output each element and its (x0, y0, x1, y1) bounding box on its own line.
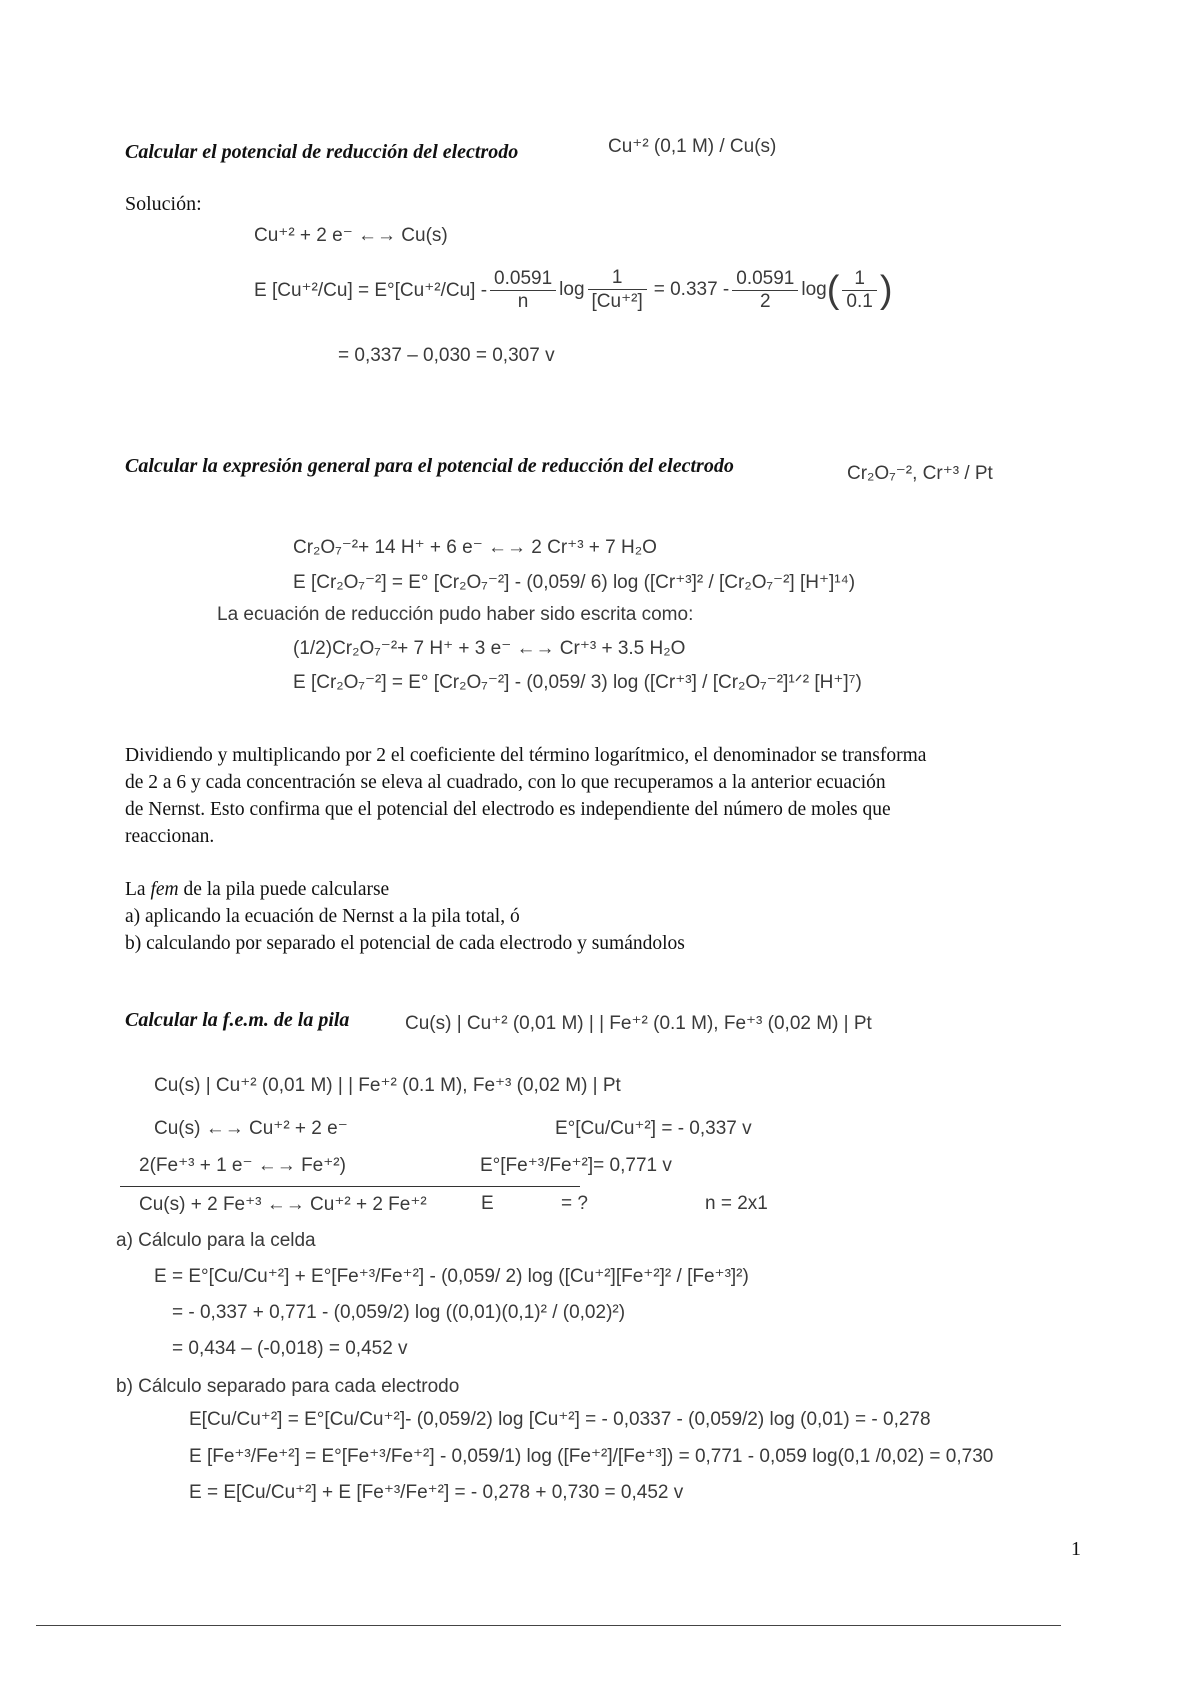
equation-line: E [Fe⁺³/Fe⁺²] = E°[Fe⁺³/Fe⁺²] - 0,059/1) log ([Fe⁺²]/[Fe⁺³]) = 0,771 - 0,059 log(0,1 /0,02) = 0,730 (189, 1446, 994, 1467)
section-heading: Calcular la f.e.m. de la pila (125, 1009, 350, 1031)
equation-line: E [Cr₂O₇⁻²] = E° [Cr₂O₇⁻²] - (0,059/ 6) log ([Cr⁺³]² / [Cr₂O₇⁻²] [H⁺]¹⁴) (293, 572, 856, 593)
equation-line: Cr₂O₇⁻²+ 14 H⁺ + 6 e⁻ ←→ 2 Cr⁺³ + 7 H₂O (293, 537, 657, 558)
equation-line: E = E°[Cu/Cu⁺²] + E°[Fe⁺³/Fe⁺²] - (0,059/ 2) log ([Cu⁺²][Fe⁺²]² / [Fe⁺³]²) (154, 1266, 749, 1287)
section-heading: Calcular la expresión general para el potencial de reducción del electrodo (125, 455, 734, 477)
nernst-lhs: E [Cu⁺²/Cu] = E°[Cu⁺²/Cu] - (254, 279, 488, 301)
left-paren: ( (826, 269, 840, 311)
page-number: 1 (1071, 1538, 1081, 1560)
reaction-left: Cu(s) ←→ Cu⁺² + 2 e⁻ (154, 1118, 348, 1139)
method-label: a) Cálculo para la celda (116, 1230, 316, 1251)
paragraph-line: reaccionan. (125, 826, 215, 847)
overall-potential-symbol: E (481, 1193, 494, 1214)
method-label: b) Cálculo separado para cada electrodo (116, 1376, 460, 1397)
equation-line: E [Cr₂O₇⁻²] = E° [Cr₂O₇⁻²] - (0,059/ 3) log ([Cr⁺³] / [Cr₂O₇⁻²]¹ᐟ² [H⁺]⁷) (293, 672, 862, 693)
paragraph-line: a) aplicando la ecuación de Nernst a la pila total, ó (125, 906, 520, 927)
electrons-transferred: n = 2x1 (705, 1193, 768, 1214)
half-reaction: Cu⁺² + 2 e⁻ ←→ Cu(s) (254, 225, 448, 246)
fraction: $\frac{1}{\text{[Cu⁺²]}}$ (588, 267, 647, 313)
equation-line: E = E[Cu/Cu⁺²] + E [Fe⁺³/Fe⁺²] = - 0,278 + 0,730 = 0,452 v (189, 1482, 684, 1503)
emphasis: fem (150, 879, 179, 900)
paragraph-line: La fem de la pila puede calcularse (125, 879, 390, 900)
paragraph-line: de Nernst. Esto confirma que el potencial del electrodo es independiente del número de moles que (125, 799, 891, 820)
sum-divider (120, 1186, 580, 1187)
fraction: $\frac{1}{0.1}$ (842, 268, 876, 313)
footer-rule (36, 1625, 1061, 1626)
equation-note: La ecuación de reducción pudo haber sido escrita como: (217, 604, 694, 625)
equation-line: = - 0,337 + 0,771 - (0,059/2) log ((0,01)(0,1)² / (0,02)²) (172, 1302, 626, 1323)
electrode-notation: Cu⁺² (0,1 M) / Cu(s) (608, 136, 777, 157)
paragraph-line: de 2 a 6 y cada concentración se eleva al cuadrado, con lo que recuperamos a la anterior ecuación (125, 772, 886, 793)
log-term: log (559, 279, 585, 300)
overall-reaction: Cu(s) + 2 Fe⁺³ ←→ Cu⁺² + 2 Fe⁺² (139, 1194, 427, 1215)
equation-line: (1/2)Cr₂O₇⁻²+ 7 H⁺ + 3 e⁻ ←→ Cr⁺³ + 3.5 H₂O (293, 638, 686, 659)
solution-label: Solución: (125, 193, 202, 215)
reaction-left: 2(Fe⁺³ + 1 e⁻ ←→ Fe⁺²) (139, 1155, 346, 1176)
paragraph-line: Dividiendo y multiplicando por 2 el coeficiente del término logarítmico, el denominador se transforma (125, 745, 927, 766)
cell-notation: Cu(s) | Cu⁺² (0,01 M) | | Fe⁺² (0.1 M), Fe⁺³ (0,02 M) | Pt (405, 1013, 872, 1034)
overall-potential-unknown: = ? (561, 1193, 588, 1214)
section-heading: Calcular el potencial de reducción del electrodo (125, 141, 519, 163)
fraction: $\frac{0.0591}{n}$ (490, 268, 556, 313)
paragraph-line: b) calculando por separado el potencial de cada electrodo y sumándolos (125, 933, 685, 954)
right-paren: ) (879, 269, 893, 311)
reaction-potential: E°[Fe⁺³/Fe⁺²]= 0,771 v (480, 1155, 672, 1176)
cell-notation: Cu(s) | Cu⁺² (0,01 M) | | Fe⁺² (0.1 M), Fe⁺³ (0,02 M) | Pt (154, 1075, 621, 1096)
log-term: log (801, 279, 827, 300)
equation-line: = 0,434 – (-0,018) = 0,452 v (172, 1338, 408, 1359)
fraction: $\frac{0.0591}{2}$ (732, 268, 798, 313)
equation-value: = 0.337 - (653, 279, 730, 300)
nernst-equation (254, 267, 892, 313)
reaction-potential: E°[Cu/Cu⁺²] = - 0,337 v (555, 1118, 752, 1139)
electrode-notation: Cr₂O₇⁻², Cr⁺³ / Pt (847, 463, 993, 484)
result-line: = 0,337 – 0,030 = 0,307 v (338, 345, 555, 366)
equation-line: E[Cu/Cu⁺²] = E°[Cu/Cu⁺²]- (0,059/2) log [Cu⁺²] = - 0,0337 - (0,059/2) log (0,01) = - 0,278 (189, 1409, 931, 1430)
